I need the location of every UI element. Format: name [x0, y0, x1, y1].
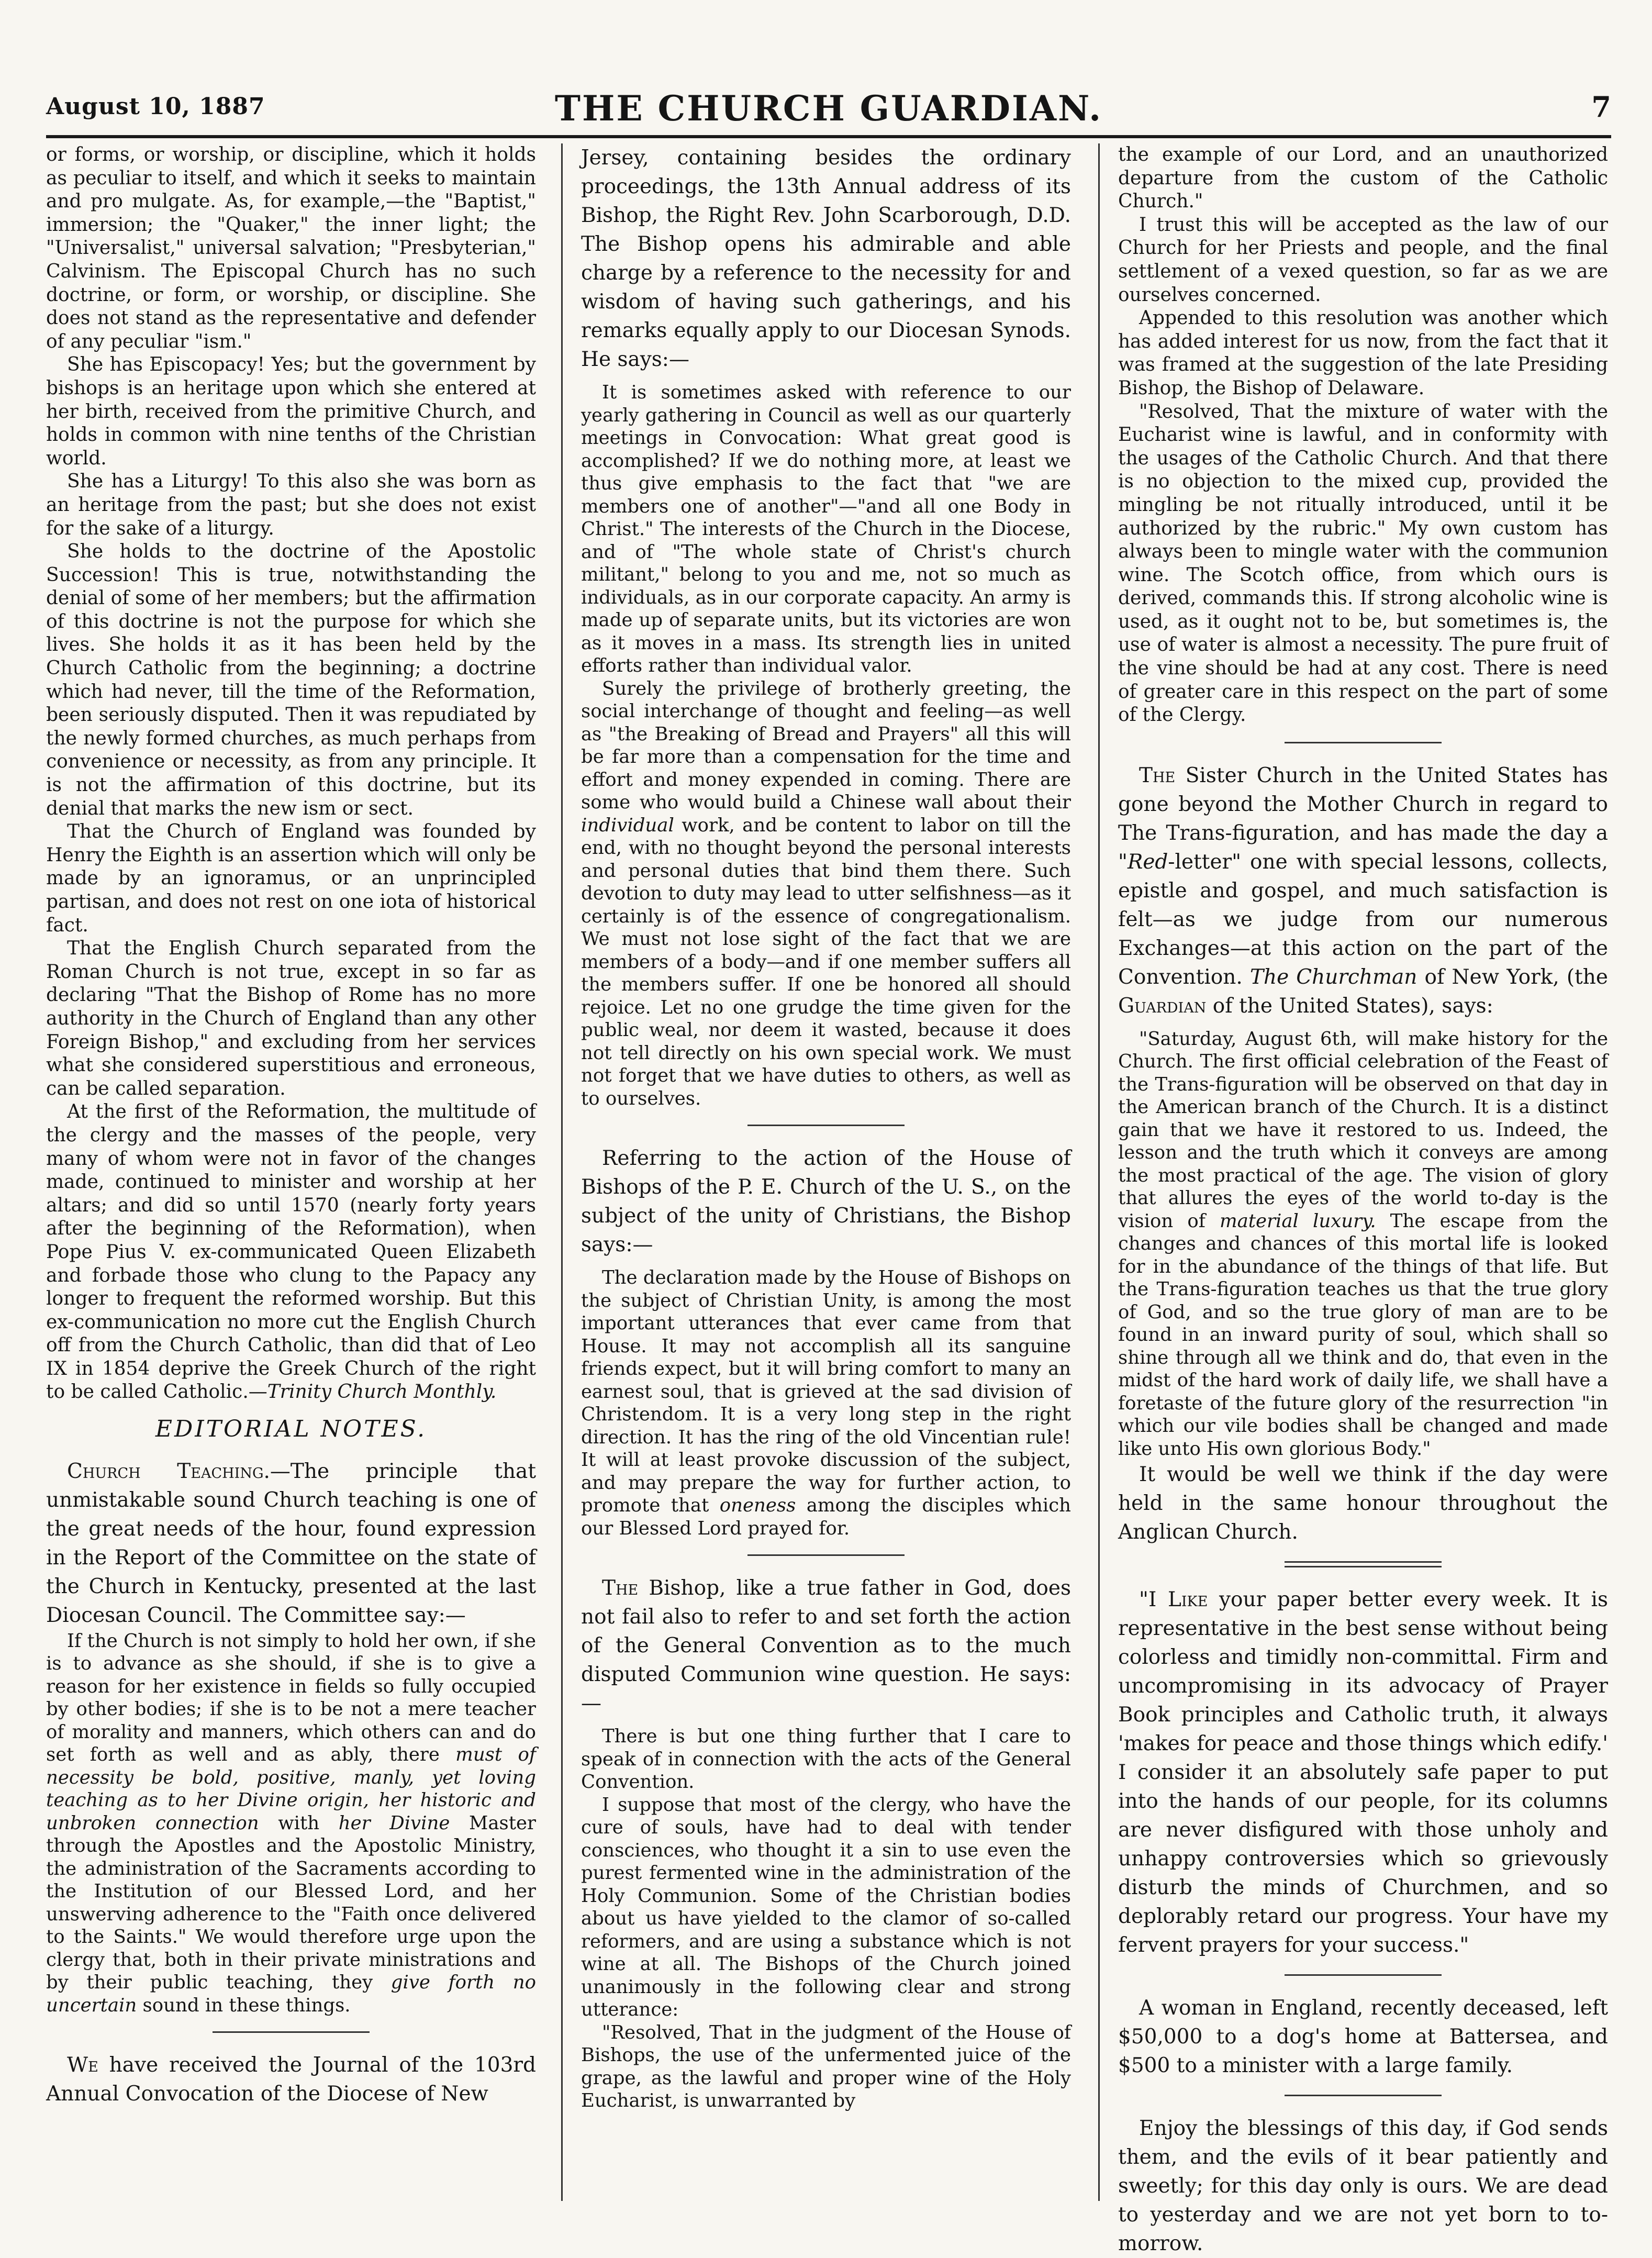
quote-text: Surely the privilege of brotherly greeting, the social interchange of thought and feeling—as well as "the Breaking of Bread and Prayers" all this will be far more than a compensation for the time and effort and money expended in coming. There are some who would build a Chinese wall about their	[581, 677, 1071, 813]
paragraph-text: At the first of the Reformation, the multitude of the clergy and the masses of the people, very many of whom were not in favor of the changes made, continued to minister and worship at her altars; and did so until 1570 (nearly forty years after the beginning of the Reformation), when Pope Pius V. ex-communicated Queen Elizabeth and forbade those who clung to the Papacy any longer to frequent the reformed worship. But this ex-communication no more cut the English Church off from the Church Catholic, than did that of Leo IX in 1854 deprive the Greek Church of the right to be called Catholic.—	[46, 1101, 536, 1403]
quote-emphasis: oneness	[719, 1495, 796, 1516]
lead-in: We	[67, 2053, 98, 2077]
quote-emphasis: give forth no uncertain	[46, 1972, 536, 2016]
quote-emphasis: individual	[581, 814, 674, 836]
paragraph-emphasis: Red	[1127, 850, 1168, 874]
lead-in: Church Teaching.	[67, 1459, 270, 1483]
quotation: I suppose that most of the clergy, who have the cure of souls, have had to deal with tender consciences, who thought it a sin to use even the purest fermented wine in the administration of the Holy Communion. Some of the Christian bodies about us have yielded to the clamor of so-called reformers, and are using a substance which is not wine at all. The Bishops of the Church joined unanimously in the following clear and strong utterance:	[581, 1794, 1071, 2020]
paragraph: She has Episcopacy! Yes; but the government by bishops is an heritage upon which she entered at her birth, received from the primitive Church, and holds in common with nine tenths of the Christian world.	[46, 354, 536, 469]
separator-rule	[1285, 1974, 1442, 1976]
source-credit: Trinity Church Monthly.	[267, 1381, 497, 1403]
paragraph: or forms, or worship, or discipline, which it holds as peculiar to itself, and which it seeks to maintain and pro mulgate. As, for example,—the "Baptist," immersion; the "Quaker," the inner light; the "Universalist," universal salvation; "Presbyterian," Calvinism. The Episcopal Church has no such doctrine, or form, or worship, or discipline. She does not stand as the representative and defender of any peculiar "ism."	[46, 144, 536, 352]
column-left	[46, 143, 536, 2201]
paragraph	[46, 2051, 536, 2108]
quote-emphasis: material luxury.	[1219, 1210, 1376, 1232]
publication-name: Guardian	[1118, 994, 1207, 1018]
publication-name: The Churchman	[1249, 965, 1417, 989]
paragraph: the example of our Lord, and an unauthorized departure from the custom of the Catholic Church."	[1118, 144, 1608, 213]
quotation: There is but one thing further that I care to speak of in connection with the acts of the General Convention.	[581, 1726, 1071, 1793]
paragraph-text: of the United States), says:	[1206, 994, 1493, 1018]
quote-text: with	[259, 1812, 339, 1834]
quote-text: If the Church is not simply to hold her own, if she is to advance as she should, if she is to give a reason for her existence in fields so fully occupied by other bodies; if she is to be not a mere teacher of morality and manners, which others can and do set forth as well and as ably, there	[46, 1630, 536, 1766]
separator-rule	[1285, 2095, 1442, 2096]
paragraph: She holds to the doctrine of the Apostolic Succession! This is true, notwithstanding the denial of some of her members; but the affirmation of this doctrine is not the purpose for which she lives. She holds it as it has been held by the Church Catholic from the beginning; a doctrine which had never, till the time of the Reformation, been seriously disputed. Then it was repudiated by the newly formed churches, as much perhaps from convenience or necessity, as from any principle. It is not the affirmation of this doctrine, but its denial that marks the new ism or sect.	[46, 541, 536, 819]
paragraph: Appended to this resolution was another which has added interest for us now, from the fact that it was framed at the suggestion of the late Presiding Bishop, the Bishop of Delaware.	[1118, 307, 1608, 399]
quote-text: The declaration made by the House of Bishops on the subject of Christian Unity, is among the most important utterances that ever came from that House. It may not accomplish all its sanguine friends expect, but it will bring comfort to many an earnest soul, that is grieved at the sad division of Christendom. It is a very long step in the right direction. It has the ring of the old Vincentian rule! It will at least provoke discussion of the subject, and may prepare the way for further action, to promote that	[581, 1267, 1071, 1516]
paragraph: That the Church of England was founded by Henry the Eighth is an assertion which will only be made by an ignoramus, or an unprincipled partisan, and does not rest on one iota of historical fact.	[46, 821, 536, 936]
paragraph-text: -letter" one with special lessons, collects, epistle and gospel, and much satisfaction is felt—as we judge from our numerous Exchanges—at this action on the part of the Convention.	[1118, 850, 1608, 989]
quote-text: The escape from the changes and chances of this mortal life is looked for in the abundance of the things of that life. But the Trans-figuration teaches us that the true glory of God, and so the true glory of man are to be found in an inward purity of soul, which shall so shine through all we think and do, that even in the midst of the hard work of daily life, we shall have a foretaste of the future glory of the resurrection "in which our vile bodies shall be changed and made like unto His own glorious Body."	[1118, 1210, 1608, 1460]
paragraph: That the English Church separated from the Roman Church is not true, except in so far as declaring "That the Bishop of Rome has no more authority in the Church of England than any other Foreign Bishop," and excluding from her services what she considered superstitious and erroneous, can be called separation.	[46, 938, 536, 1099]
paragraph-text: Sister Church in the United States has gone beyond the Mother Church in regard to The Trans-figuration, and has made the day a "	[1118, 763, 1608, 874]
paragraph	[1118, 1585, 1608, 1960]
paragraph	[46, 1457, 536, 1630]
paragraph-text: Bishop, like a true father in God, does not fail also to refer to and set forth the action of the General Convention as to the much disputed Communion wine question. He says:—	[581, 1576, 1071, 1715]
lead-in: The	[1139, 763, 1176, 787]
quote-text: work, and be content to labor on till the end, with no thought beyond the personal interests and personal duties that bind them there. Such devotion to duty may lead to utter selfishness—as it certainly is of the essence of congregationalism. We must not lose sight of the fact that we are members of a body—and if one member suffers all the members suffer. If one be honored all should rejoice. Let no one grudge the time given for the public weal, nor deem it wasted, because it does not tell directly on his own special work. We must not forget that we have duties to others, as well as to ourselves.	[581, 814, 1071, 1109]
lead-in: The	[602, 1576, 639, 1600]
paragraph: I trust this will be accepted as the law of our Church for her Priests and people, and the final settlement of a vexed question, so far as we are ourselves concerned.	[1118, 214, 1608, 306]
quote-emphasis: her Divine	[338, 1812, 450, 1834]
quote-text: "Saturday, August 6th, will make history for the Church. The first official celebration of the Feast of the Trans-figuration will be observed on that day in the American branch of the Church. It is a distinct gain that we have it restored to us. Indeed, the lesson and the truth which it conveys are among the most practical of the age. The vision of glory that allures the eyes of the world to-day is the vision of	[1118, 1028, 1608, 1232]
issue-date: August 10, 1887	[46, 93, 265, 120]
paragraph-text: your paper better every week. It is representative in the best sense without being colorless and timidly non-committal. Firm and uncompromising in its advocacy of Prayer Book principles and Catholic truth, it always 'makes for peace and those things which edify.' I consider it an absolutely safe paper to put into the hands of our people, for its columns are never disfigured with those unholy and unhappy controversies which so grievously disturb the minds of Churchmen, and so deplorably retard our progress. Your have my fervent prayers for your success."	[1118, 1588, 1609, 1957]
quotation: It is sometimes asked with reference to our yearly gathering in Council as well as our quarterly meetings in Convocation: What great good is accomplished? If we do nothing more, at least we thus give emphasis to the fact that "we are members one of another"—"and all one Body in Christ." The interests of the Church in the Diocese, and of "The whole state of Christ's church militant," belong to you and me, not so much as individuals, as in our corporate capacity. An army is made up of separate units, but its victories are won as it moves in a mass. Its strength lies in united efforts rather than individual valor.	[581, 382, 1071, 676]
paragraph: Referring to the action of the House of Bishops of the P. E. Church of the U. S., on the subject of the unity of Christians, the Bishop says:—	[581, 1147, 1071, 1256]
column-divider	[561, 143, 563, 2201]
separator-rule	[747, 1125, 905, 1126]
quote-text: among the disciples which our Blessed Lord prayed for.	[581, 1495, 1071, 1539]
quotation	[1118, 1028, 1608, 1461]
column-divider	[1098, 143, 1100, 2201]
lead-in: "I Like	[1139, 1588, 1208, 1612]
double-separator-rule	[1285, 1561, 1442, 1567]
separator-rule	[1285, 742, 1442, 743]
quote-text: Master through the Apostles and the Apostolic Ministry, the administration of the Sacraments according to the Institution of our Blessed Lord, and her unswerving adherence to the "Faith once delivered to the Saints." We would therefore urge upon the clergy that, both in their private ministrations and by their public teaching, they	[46, 1812, 536, 1994]
paragraph	[581, 1574, 1071, 1718]
quotation	[46, 1630, 536, 2017]
quotation	[581, 677, 1071, 1110]
paragraph-text: have received the Journal of the 103rd Annual Convocation of the Diocese of New	[46, 2053, 536, 2106]
paragraph: Jersey, containing besides the ordinary proceedings, the 13th Annual address of its Bishop, the Right Rev. John Scarborough, D.D. The Bishop opens his admirable and able charge by a reference to the necessity for and wisdom of having such gatherings, and his remarks equally apply to our Diocesan Synods. He says:—	[581, 146, 1071, 371]
page-number: 7	[1591, 90, 1611, 124]
column-right	[1118, 143, 1609, 2256]
section-heading: EDITORIAL NOTES.	[155, 1416, 427, 1443]
separator-rule	[747, 1554, 905, 1556]
paragraph	[1118, 761, 1608, 1020]
column-middle	[581, 143, 1071, 2201]
separator-rule	[213, 2031, 370, 2033]
paragraph: A woman in England, recently deceased, left $50,000 to a dog's home at Battersea, and $500 to a minister with a large family.	[1118, 1996, 1608, 2078]
quote-emphasis: must of necessity be bold, positive, manly, yet loving teaching as to her Divine origin, her historic and unbroken connection	[46, 1744, 536, 1834]
paragraph-text: of New York, (the	[1417, 965, 1608, 989]
paragraph: She has a Liturgy! To this also she was born as an heritage from the past; but she does not exist for the sake of a liturgy.	[46, 471, 536, 539]
quote-text: sound in these things.	[137, 1994, 351, 2016]
paragraph: It would be well we think if the day were held in the same honour throughout the Anglican Church.	[1118, 1463, 1608, 1544]
masthead	[46, 89, 1611, 138]
newspaper-title: THE CHURCH GUARDIAN.	[554, 88, 1103, 129]
quotation: "Resolved, That in the judgment of the House of Bishops, the use of the unfermented juice of the grape, as the lawful and proper wine of the Holy Eucharist, is unwarranted by	[581, 2021, 1071, 2111]
paragraph-text: —The principle that unmistakable sound Church teaching is one of the great needs of the hour, found expression in the Report of the Committee on the state of the Church in Kentucky, presented at the last Diocesan Council. The Committee say:—	[46, 1459, 536, 1627]
paragraph	[46, 1100, 536, 1404]
paragraph: Enjoy the blessings of this day, if God sends them, and the evils of it bear patiently and sweetly; for this day only is ours. We are dead to yesterday and we are not yet born to to-morrow.	[1118, 2117, 1608, 2256]
quotation	[581, 1266, 1071, 1540]
paragraph: "Resolved, That the mixture of water with the Eucharist wine is lawful, and in conformity with the usages of the Catholic Church. And that there is no objection to the mixed cup, provided the mingling be not ritually introduced, until it be authorized by the rubric." My own custom has always been to mingle water with the communion wine. The Scotch office, from which ours is derived, commands this. If strong alcoholic wine is used, as it ought not to be, but sometimes is, the use of water is almost a necessity. The pure fruit of the vine should be had at any cost. There is need of greater care in this respect on the part of some of the Clergy.	[1118, 401, 1608, 726]
